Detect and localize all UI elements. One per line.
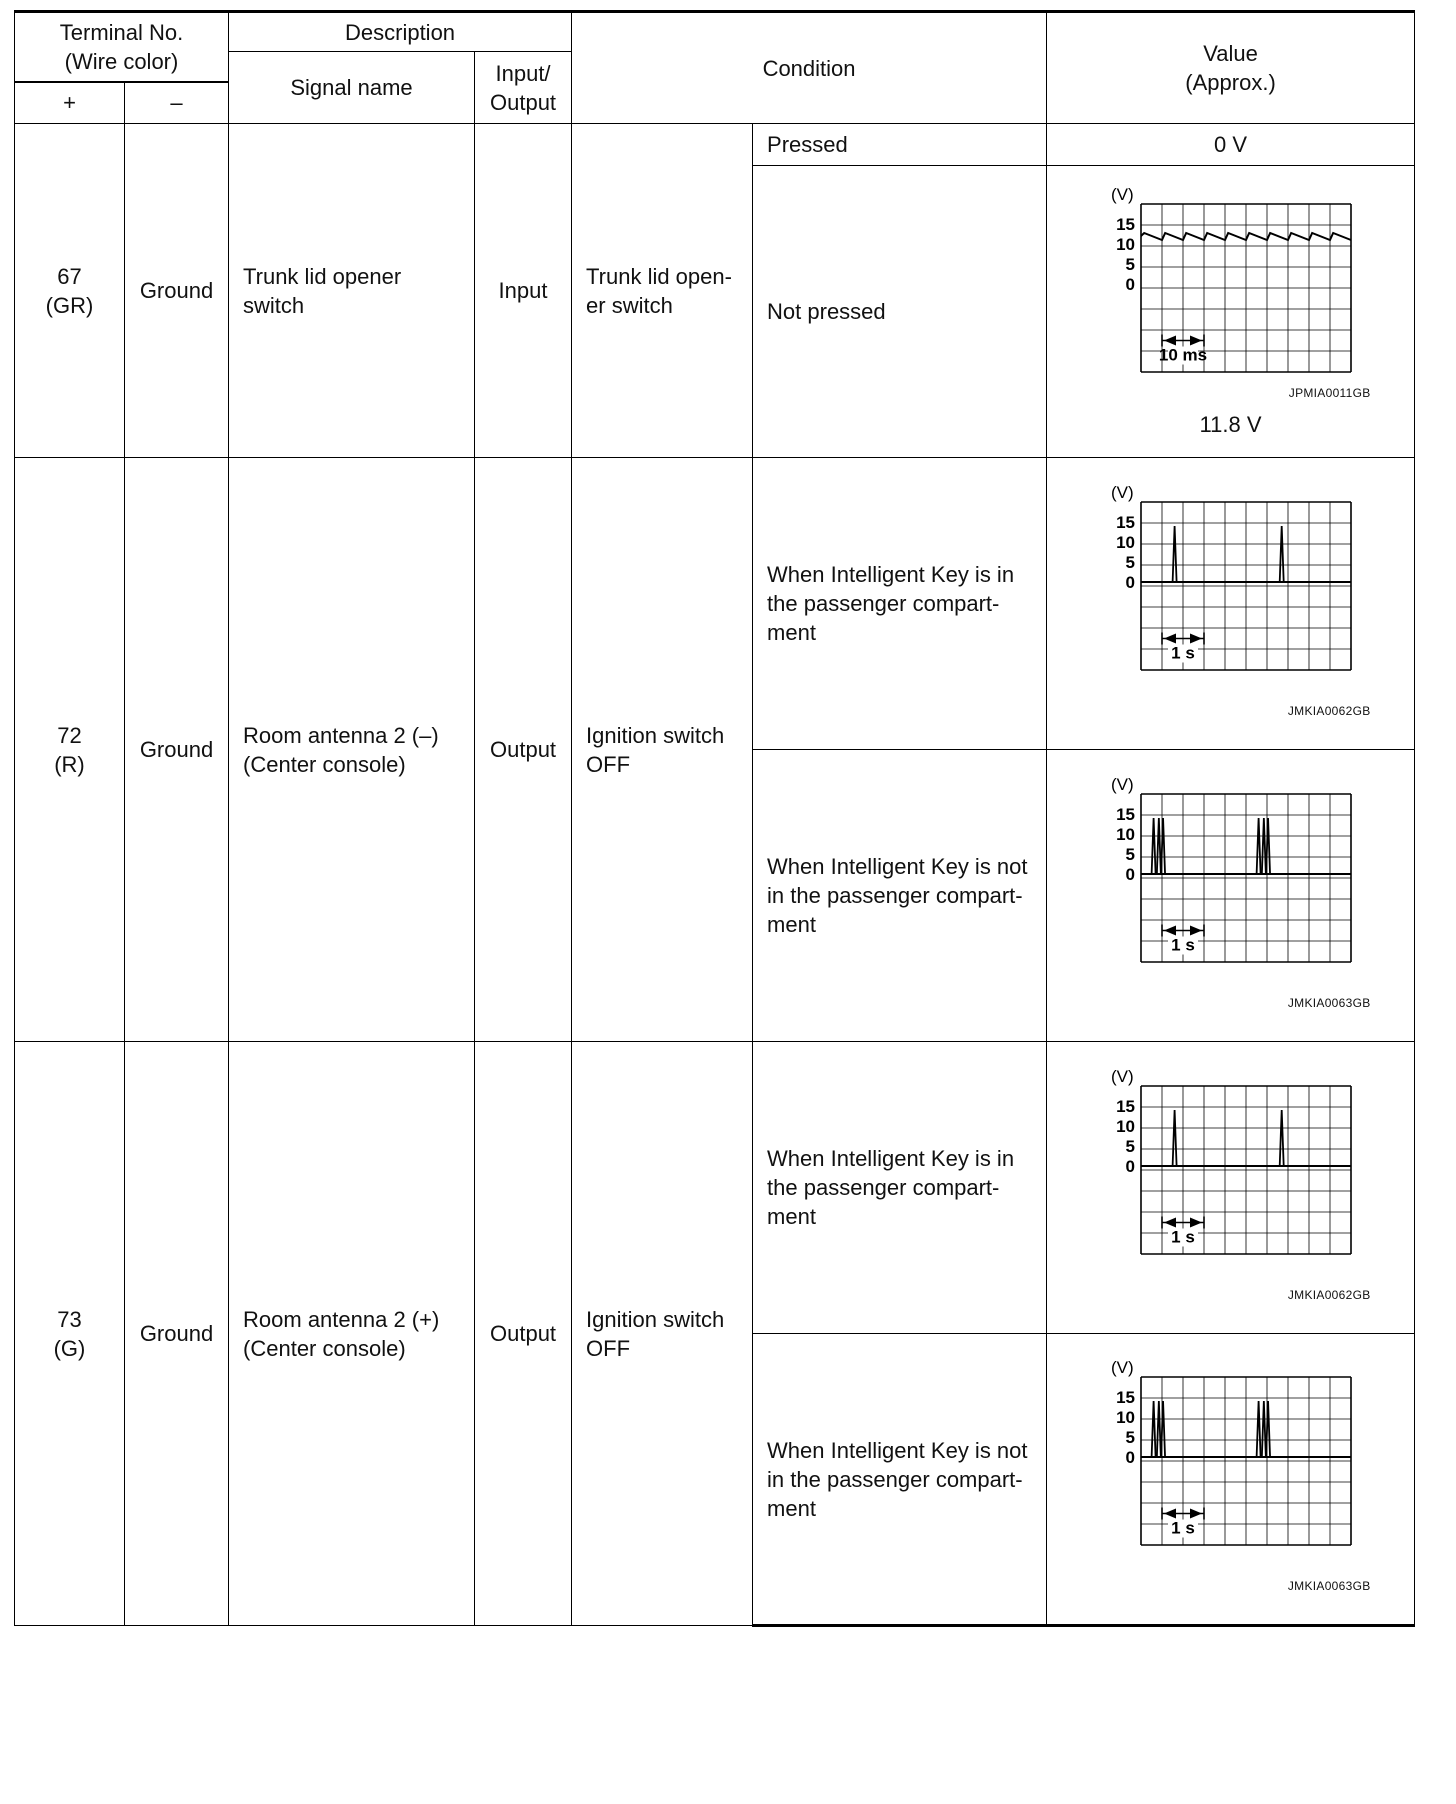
y-tick-label: 10 xyxy=(1115,1408,1135,1427)
y-tick-label: 15 xyxy=(1115,1096,1135,1116)
y-tick-label: 10 xyxy=(1115,824,1135,844)
y-tick-label: 0 xyxy=(1125,572,1135,592)
y-tick-label: 5 xyxy=(1125,255,1135,274)
waveform-chart xyxy=(1081,474,1381,734)
value-11-8v: 11.8 V xyxy=(1199,412,1262,437)
y-tick-label: 5 xyxy=(1125,1428,1135,1447)
waveform-pulse xyxy=(1261,818,1265,874)
y-tick-label: 15 xyxy=(1115,1388,1135,1407)
header-input-output: Input/ Output xyxy=(475,52,572,124)
waveform-pulse xyxy=(1156,818,1160,874)
time-scale-label: 10 ms xyxy=(1158,345,1207,365)
header-value: Value (Approx.) xyxy=(1047,12,1415,124)
time-marker-arrow xyxy=(1190,925,1202,935)
waveform-pulse xyxy=(1279,526,1283,582)
io-73: Output xyxy=(475,1042,572,1626)
io-72: Output xyxy=(475,458,572,1042)
time-scale-label: 1 s xyxy=(1170,1518,1195,1538)
time-scale-label: 1 s xyxy=(1170,1227,1195,1246)
ground-73: Ground xyxy=(125,1042,229,1626)
terminal-73: 73 (G) xyxy=(15,1042,125,1626)
ground-67: Ground xyxy=(125,124,229,458)
figure-code: JMKIA0063GB xyxy=(1287,995,1371,1010)
state-72-not-in: When Intelligent Key is not in the passenger compart- ment xyxy=(753,750,1047,1042)
axis-unit-label: (V) xyxy=(1110,1066,1134,1086)
waveform-figure xyxy=(1081,1058,1381,1318)
y-tick-label: 0 xyxy=(1125,1448,1135,1467)
waveform-pulse xyxy=(1256,818,1260,874)
signal-name-67: Trunk lid opener switch xyxy=(229,124,475,458)
axis-unit-label: (V) xyxy=(1110,1358,1134,1377)
value-67-pressed: 0 V xyxy=(1047,124,1415,166)
state-72-in: When Intelligent Key is in the passenger compart- ment xyxy=(753,458,1047,750)
waveform-pulse xyxy=(1261,1401,1265,1457)
time-marker-arrow xyxy=(1164,1509,1176,1519)
y-tick-label: 10 xyxy=(1115,532,1135,552)
axis-unit-label: (V) xyxy=(1110,185,1134,204)
y-tick-label: 5 xyxy=(1125,1136,1135,1156)
time-marker-arrow xyxy=(1164,633,1176,643)
waveform-figure xyxy=(1081,1349,1381,1609)
y-tick-label: 5 xyxy=(1125,552,1135,572)
waveform-figure xyxy=(1081,766,1381,1026)
y-tick-label: 0 xyxy=(1125,864,1135,884)
signal-name-72: Room antenna 2 (–) (Center console) xyxy=(229,458,475,1042)
condition-73: Ignition switch OFF xyxy=(572,1042,753,1626)
signal-name-73: Room antenna 2 (+) (Center console) xyxy=(229,1042,475,1626)
waveform-chart xyxy=(1081,1058,1381,1318)
waveform-pulse xyxy=(1156,1401,1160,1457)
axis-unit-label: (V) xyxy=(1110,482,1134,502)
io-67: Input xyxy=(475,124,572,458)
axis-unit-label: (V) xyxy=(1110,774,1134,794)
figure-code: JMKIA0062GB xyxy=(1287,1287,1371,1302)
time-marker-arrow xyxy=(1190,1509,1202,1519)
spec-table-wrapper xyxy=(14,10,1414,1627)
y-tick-label: 15 xyxy=(1115,804,1135,824)
header-plus: + xyxy=(15,82,125,124)
ground-72: Ground xyxy=(125,458,229,1042)
y-tick-label: 10 xyxy=(1115,235,1135,254)
waveform-pulse xyxy=(1172,526,1176,582)
figure-code: JMKIA0062GB xyxy=(1287,703,1371,718)
waveform-chart xyxy=(1081,766,1381,1026)
state-73-in: When Intelligent Key is in the passenger compart- ment xyxy=(753,1042,1047,1334)
waveform-pulse xyxy=(1151,818,1155,874)
value-67-not-pressed xyxy=(1047,166,1415,458)
waveform-pulse xyxy=(1256,1401,1260,1457)
y-tick-label: 15 xyxy=(1115,512,1135,532)
y-tick-label: 15 xyxy=(1115,215,1135,234)
value-73-not-in xyxy=(1047,1334,1415,1626)
state-67-not-pressed: Not pressed xyxy=(753,166,1047,458)
value-72-in xyxy=(1047,458,1415,750)
state-73-not-in: When Intelligent Key is not in the passenger compart- ment xyxy=(753,1334,1047,1626)
terminal-72: 72 (R) xyxy=(15,458,125,1042)
value-72-not-in xyxy=(1047,750,1415,1042)
waveform-pulse xyxy=(1151,1401,1155,1457)
y-tick-label: 0 xyxy=(1125,275,1135,294)
waveform-figure xyxy=(1081,176,1381,414)
terminal-spec-table xyxy=(14,10,1415,1627)
time-marker-arrow xyxy=(1164,336,1176,346)
header-terminal-no: Terminal No. (Wire color) xyxy=(15,12,229,82)
time-scale-label: 1 s xyxy=(1170,935,1195,954)
header-minus: – xyxy=(125,82,229,124)
value-73-in xyxy=(1047,1042,1415,1334)
waveform-pulse xyxy=(1172,1110,1176,1166)
y-tick-label: 5 xyxy=(1125,844,1135,864)
waveform-chart xyxy=(1081,1349,1381,1609)
time-marker-arrow xyxy=(1190,1217,1202,1227)
time-marker-arrow xyxy=(1190,336,1202,346)
waveform-pulse xyxy=(1279,1110,1283,1166)
state-67-pressed: Pressed xyxy=(753,124,1047,166)
header-signal-name: Signal name xyxy=(229,52,475,124)
header-description: Description xyxy=(229,12,572,52)
time-marker-arrow xyxy=(1190,633,1202,643)
condition-72: Ignition switch OFF xyxy=(572,458,753,1042)
terminal-67: 67 (GR) xyxy=(15,124,125,458)
figure-code: JMKIA0063GB xyxy=(1287,1579,1371,1593)
y-tick-label: 0 xyxy=(1125,1156,1135,1176)
waveform-figure xyxy=(1081,474,1381,734)
header-condition: Condition xyxy=(572,12,1047,124)
time-marker-arrow xyxy=(1164,1217,1176,1227)
time-marker-arrow xyxy=(1164,925,1176,935)
y-tick-label: 10 xyxy=(1115,1116,1135,1136)
time-scale-label: 1 s xyxy=(1170,643,1195,662)
figure-code: JPMIA0011GB xyxy=(1288,386,1371,400)
condition-67: Trunk lid open- er switch xyxy=(572,124,753,458)
